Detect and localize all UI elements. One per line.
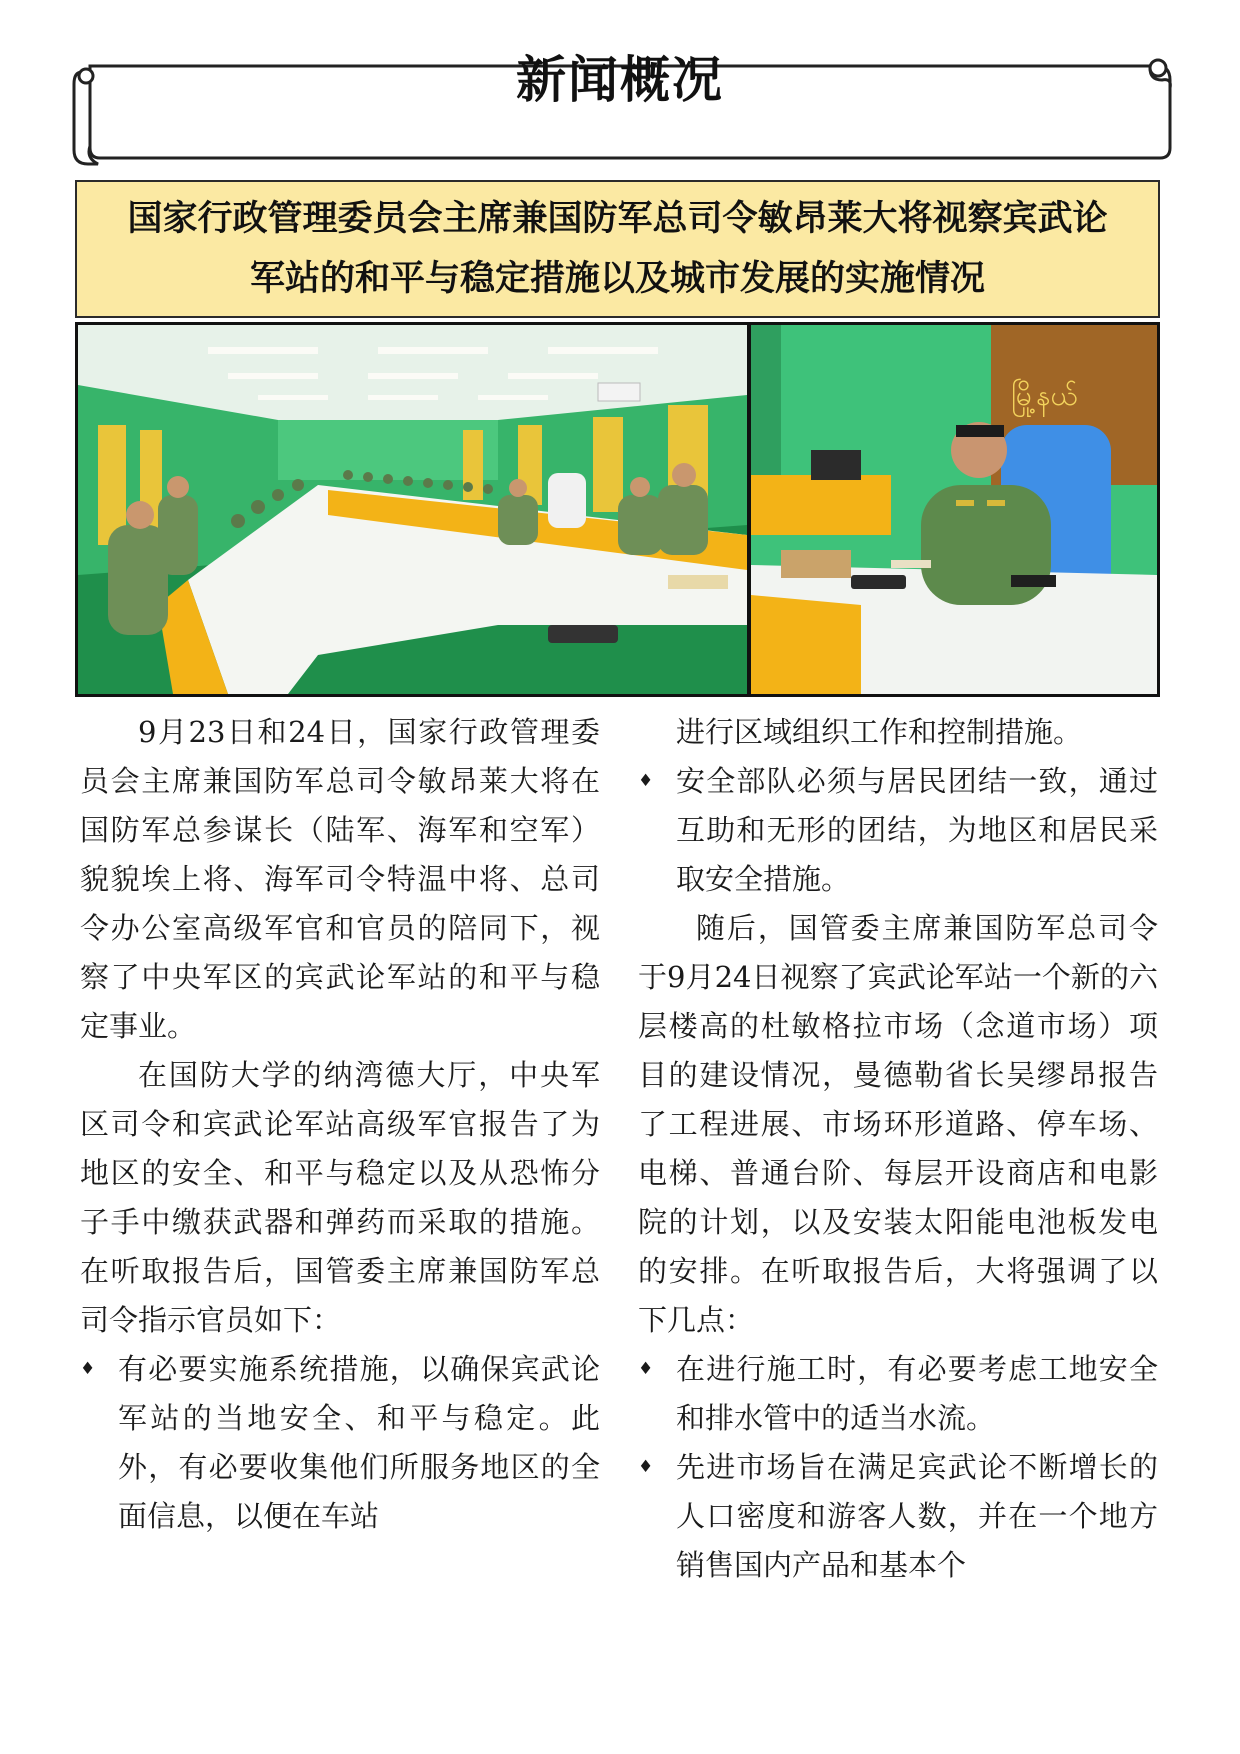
bullet-text: 安全部队必须与居民团结一致，通过互助和无形的团结，为地区和居民采取安全措施。	[676, 764, 1158, 896]
headline-line-1: 国家行政管理委员会主席兼国防军总司令敏昂莱大将视察宾武论	[127, 199, 1108, 239]
photo-strip	[75, 322, 1160, 697]
article-paragraph: 随后，国管委主席兼国防军总司令于9月24日视察了宾武论军站一个新的六层楼高的杜敏格拉市场（念道市场）项目的建设情况，曼德勒省长吴缪昂报告了工程进展、市场环形道路、停车场、电梯、普通台阶、每层开设商店和电影院的计划，以及安装太阳能电池板发电的安排。在听取报告后，大将强调了以下几点：	[638, 911, 1158, 1337]
diamond-bullet-icon: ♦	[638, 1359, 654, 1379]
bullet-item-continued	[638, 708, 1158, 757]
bullet-item	[638, 1345, 1158, 1443]
bullet-text: 在进行施工时，有必要考虑工地安全和排水管中的适当水流。	[676, 1352, 1158, 1435]
article-paragraph: 9月23日和24日，国家行政管理委员会主席兼国防军总司令敏昂莱大将在国防军总参谋长（陆军、海军和空军）貌貌埃上将、海军司令特温中将、总司令办公室高级军官和官员的陪同下，视察了中央军区的宾武论军站的和平与稳定事业。	[80, 715, 600, 1043]
meeting-hall-photo	[78, 325, 747, 694]
article-left-column	[80, 708, 600, 1541]
bullet-item	[638, 757, 1158, 904]
article-paragraph: 在国防大学的纳湾德大厅，中央军区司令和宾武论军站高级军官报告了为地区的安全、和平与稳定以及从恐怖分子手中缴获武器和弹药而采取的措施。在听取报告后，国管委主席兼国防军总司令指示官员如下：	[80, 1058, 600, 1337]
diamond-bullet-icon: ♦	[638, 771, 654, 791]
section-title: 新闻概况	[516, 51, 724, 109]
bullet-item	[80, 1345, 600, 1541]
bullet-item	[638, 1443, 1158, 1590]
commander-photo	[751, 325, 1157, 694]
bullet-text: 有必要实施系统措施，以确保宾武论军站的当地安全、和平与稳定。此外，有必要收集他们所服务地区的全面信息，以便在车站	[118, 1352, 600, 1533]
bullet-text: 进行区域组织工作和控制措施。	[676, 715, 1083, 749]
diamond-bullet-icon: ♦	[80, 1359, 96, 1379]
burmese-sign: မြို့နယ်	[1011, 379, 1078, 412]
headline-box	[75, 180, 1160, 318]
bullet-text: 先进市场旨在满足宾武论不断增长的人口密度和游客人数，并在一个地方销售国内产品和基本个	[676, 1450, 1158, 1582]
article-right-column	[638, 708, 1158, 1590]
diamond-bullet-icon: ♦	[638, 1457, 654, 1477]
headline-line-2: 军站的和平与稳定措施以及城市发展的实施情况	[249, 259, 985, 299]
